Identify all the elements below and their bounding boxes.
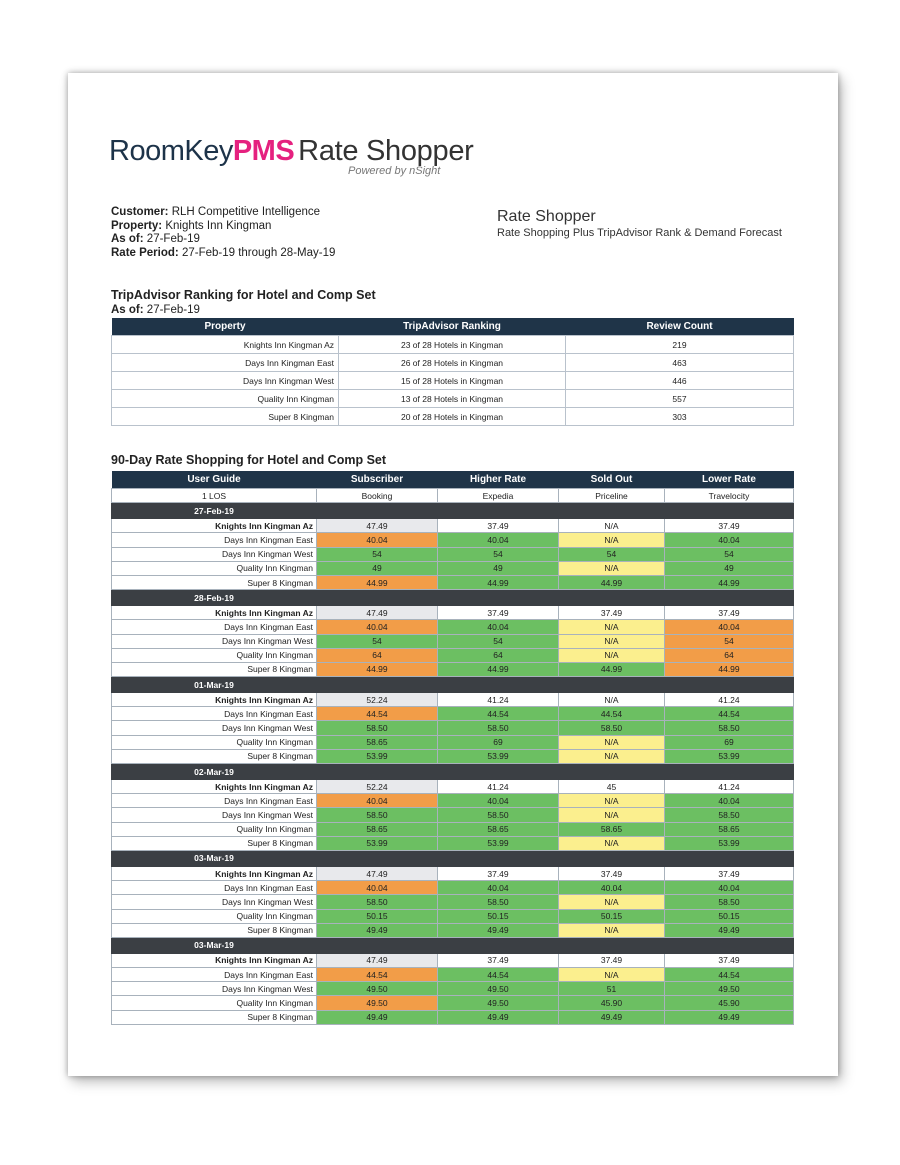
rates-col-subscriber: Subscriber (317, 471, 438, 489)
rates-col-sold-out: Sold Out (559, 471, 665, 489)
subscriber-rate-cell: 54 (317, 547, 438, 561)
sold-out-cell: N/A (559, 648, 665, 662)
rates-col-higher-rate: Higher Rate (438, 471, 559, 489)
lower-rate-cell: 50.15 (665, 909, 794, 923)
sold-out-cell: N/A (559, 634, 665, 648)
comp-hotel-row (112, 721, 794, 735)
comp-hotel-row (112, 836, 794, 850)
hotel-name-cell: Quality Inn Kingman (112, 648, 317, 662)
tripadvisor-review-count-cell: 446 (566, 372, 794, 390)
tripadvisor-row (112, 408, 794, 426)
higher-rate-cell: 49.49 (438, 1010, 559, 1024)
lower-rate-cell: 53.99 (665, 749, 794, 763)
higher-rate-cell: 40.04 (438, 620, 559, 634)
hotel-name-cell: Days Inn Kingman West (112, 895, 317, 909)
date-group-header (112, 503, 794, 519)
hotel-name-cell: Knights Inn Kingman Az (112, 519, 317, 533)
subscriber-rate-cell: 52.24 (317, 693, 438, 707)
subscriber-rate-cell: 44.54 (317, 968, 438, 982)
logo-roomkey-text: RoomKey (109, 135, 233, 167)
subscriber-rate-cell: 40.04 (317, 533, 438, 547)
lower-rate-cell: 40.04 (665, 620, 794, 634)
hotel-name-cell: Days Inn Kingman East (112, 794, 317, 808)
comp-hotel-row (112, 707, 794, 721)
sold-out-cell: 51 (559, 982, 665, 996)
tripadvisor-property-cell: Days Inn Kingman East (112, 354, 339, 372)
hotel-name-cell: Quality Inn Kingman (112, 909, 317, 923)
hotel-name-cell: Days Inn Kingman East (112, 881, 317, 895)
subscriber-rate-cell: 44.99 (317, 662, 438, 676)
subscriber-rate-cell: 40.04 (317, 620, 438, 634)
sold-out-cell: 37.49 (559, 953, 665, 967)
hotel-name-cell: Days Inn Kingman West (112, 547, 317, 561)
subscriber-rate-cell: 40.04 (317, 794, 438, 808)
hotel-name-cell: Super 8 Kingman (112, 662, 317, 676)
comp-hotel-row (112, 575, 794, 589)
sold-out-cell: 40.04 (559, 881, 665, 895)
lower-rate-cell: 53.99 (665, 836, 794, 850)
hotel-name-cell: Knights Inn Kingman Az (112, 953, 317, 967)
rates-subheader-row (112, 489, 794, 503)
asof-value: 27-Feb-19 (146, 233, 200, 245)
roomkey-logo (109, 135, 474, 169)
rates-section-title: 90-Day Rate Shopping for Hotel and Comp Set (111, 453, 387, 467)
subscriber-rate-cell: 44.54 (317, 707, 438, 721)
higher-rate-cell: 44.99 (438, 575, 559, 589)
report-heading (497, 208, 782, 239)
property-label: Property: (111, 219, 163, 232)
date-bar-cell (317, 937, 438, 953)
date-group-header (112, 764, 794, 780)
sold-out-cell: 45.90 (559, 996, 665, 1010)
subscriber-rate-cell: 58.65 (317, 735, 438, 749)
higher-rate-cell: 58.50 (438, 808, 559, 822)
hotel-name-cell: Quality Inn Kingman (112, 561, 317, 575)
sold-out-cell: 44.54 (559, 707, 665, 721)
rates-col-lower-rate: Lower Rate (665, 471, 794, 489)
comp-hotel-row (112, 808, 794, 822)
date-label: 01-Mar-19 (112, 677, 317, 693)
hotel-name-cell: Quality Inn Kingman (112, 822, 317, 836)
subscriber-rate-cell: 40.04 (317, 881, 438, 895)
date-bar-cell (665, 850, 794, 866)
tripadvisor-review-count-cell: 219 (566, 336, 794, 354)
comp-hotel-row (112, 982, 794, 996)
comp-hotel-row (112, 895, 794, 909)
subject-hotel-row (112, 866, 794, 880)
tripadvisor-asof-value: 27-Feb-19 (146, 304, 200, 316)
comp-hotel-row (112, 909, 794, 923)
hotel-name-cell: Knights Inn Kingman Az (112, 693, 317, 707)
sold-out-cell: 45 (559, 780, 665, 794)
hotel-name-cell: Knights Inn Kingman Az (112, 866, 317, 880)
comp-hotel-row (112, 547, 794, 561)
subscriber-rate-cell: 58.50 (317, 895, 438, 909)
rate-period-label: Rate Period: (111, 246, 179, 259)
higher-rate-cell: 40.04 (438, 533, 559, 547)
date-group-header (112, 677, 794, 693)
sold-out-cell: 37.49 (559, 606, 665, 620)
higher-rate-cell: 49 (438, 561, 559, 575)
date-bar-cell (438, 677, 559, 693)
date-bar-cell (665, 764, 794, 780)
date-bar-cell (559, 850, 665, 866)
subscriber-rate-cell: 58.50 (317, 808, 438, 822)
subject-hotel-row (112, 606, 794, 620)
comp-hotel-row (112, 822, 794, 836)
hotel-name-cell: Super 8 Kingman (112, 923, 317, 937)
lower-rate-cell: 64 (665, 648, 794, 662)
sold-out-cell: 58.65 (559, 822, 665, 836)
date-bar-cell (665, 503, 794, 519)
rate-period-value: 27-Feb-19 through 28-May-19 (181, 246, 336, 259)
subscriber-rate-cell: 49.50 (317, 982, 438, 996)
comp-hotel-row (112, 634, 794, 648)
date-bar-cell (317, 677, 438, 693)
higher-rate-cell: 44.54 (438, 968, 559, 982)
date-bar-cell (317, 850, 438, 866)
hotel-name-cell: Days Inn Kingman West (112, 982, 317, 996)
comp-hotel-row (112, 735, 794, 749)
rates-col-user-guide: User Guide (112, 471, 317, 489)
report-page (68, 73, 838, 1076)
sold-out-cell: N/A (559, 533, 665, 547)
subheader-travelocity: Travelocity (665, 489, 794, 503)
hotel-name-cell: Super 8 Kingman (112, 836, 317, 850)
comp-hotel-row (112, 662, 794, 676)
higher-rate-cell: 41.24 (438, 780, 559, 794)
tripadvisor-ranking-cell: 15 of 28 Hotels in Kingman (339, 372, 566, 390)
higher-rate-cell: 58.50 (438, 895, 559, 909)
date-group-header (112, 937, 794, 953)
hotel-name-cell: Knights Inn Kingman Az (112, 606, 317, 620)
rates-table (111, 471, 794, 1025)
tripadvisor-section-title: TripAdvisor Ranking for Hotel and Comp Set (111, 288, 376, 302)
subscriber-rate-cell: 54 (317, 634, 438, 648)
date-group-header (112, 590, 794, 606)
higher-rate-cell: 44.99 (438, 662, 559, 676)
date-bar-cell (317, 764, 438, 780)
higher-rate-cell: 49.50 (438, 996, 559, 1010)
tripadvisor-col-property: Property (112, 318, 339, 336)
lower-rate-cell: 44.54 (665, 707, 794, 721)
subject-hotel-row (112, 519, 794, 533)
comp-hotel-row (112, 794, 794, 808)
lower-rate-cell: 41.24 (665, 780, 794, 794)
tripadvisor-ranking-cell: 13 of 28 Hotels in Kingman (339, 390, 566, 408)
comp-hotel-row (112, 1010, 794, 1024)
tripadvisor-review-count-cell: 463 (566, 354, 794, 372)
date-label: 03-Mar-19 (112, 850, 317, 866)
comp-hotel-row (112, 561, 794, 575)
higher-rate-cell: 41.24 (438, 693, 559, 707)
tripadvisor-col-reviews: Review Count (566, 318, 794, 336)
hotel-name-cell: Quality Inn Kingman (112, 996, 317, 1010)
tripadvisor-asof-label: As of: (111, 304, 144, 316)
logo-rate-shopper-text: Rate Shopper (298, 135, 474, 167)
comp-hotel-row (112, 648, 794, 662)
lower-rate-cell: 40.04 (665, 881, 794, 895)
higher-rate-cell: 64 (438, 648, 559, 662)
subscriber-rate-cell: 47.49 (317, 953, 438, 967)
date-bar-cell (438, 850, 559, 866)
tripadvisor-review-count-cell: 557 (566, 390, 794, 408)
subscriber-rate-cell: 47.49 (317, 866, 438, 880)
tripadvisor-ranking-cell: 20 of 28 Hotels in Kingman (339, 408, 566, 426)
lower-rate-cell: 58.50 (665, 721, 794, 735)
date-bar-cell (559, 937, 665, 953)
subscriber-rate-cell: 47.49 (317, 519, 438, 533)
higher-rate-cell: 58.65 (438, 822, 559, 836)
powered-by: Powered by nSight (348, 165, 441, 177)
higher-rate-cell: 37.49 (438, 519, 559, 533)
tripadvisor-property-cell: Days Inn Kingman West (112, 372, 339, 390)
lower-rate-cell: 54 (665, 634, 794, 648)
comp-hotel-row (112, 620, 794, 634)
subscriber-rate-cell: 49 (317, 561, 438, 575)
sold-out-cell: 58.50 (559, 721, 665, 735)
customer-value: RLH Competitive Intelligence (171, 206, 321, 218)
subject-hotel-row (112, 780, 794, 794)
hotel-name-cell: Days Inn Kingman East (112, 707, 317, 721)
subject-hotel-row (112, 693, 794, 707)
sold-out-cell: 54 (559, 547, 665, 561)
tripadvisor-ranking-cell: 23 of 28 Hotels in Kingman (339, 336, 566, 354)
higher-rate-cell: 54 (438, 634, 559, 648)
higher-rate-cell: 37.49 (438, 953, 559, 967)
subscriber-rate-cell: 44.99 (317, 575, 438, 589)
subscriber-rate-cell: 49.49 (317, 1010, 438, 1024)
lower-rate-cell: 45.90 (665, 996, 794, 1010)
sold-out-cell: N/A (559, 519, 665, 533)
subscriber-rate-cell: 49.49 (317, 923, 438, 937)
subscriber-rate-cell: 53.99 (317, 836, 438, 850)
subscriber-rate-cell: 50.15 (317, 909, 438, 923)
lower-rate-cell: 37.49 (665, 606, 794, 620)
date-bar-cell (665, 590, 794, 606)
subheader-booking: Booking (317, 489, 438, 503)
tripadvisor-row (112, 354, 794, 372)
comp-hotel-row (112, 749, 794, 763)
tripadvisor-asof (111, 304, 200, 316)
tripadvisor-review-count-cell: 303 (566, 408, 794, 426)
higher-rate-cell: 53.99 (438, 836, 559, 850)
tripadvisor-ranking-cell: 26 of 28 Hotels in Kingman (339, 354, 566, 372)
date-bar-cell (438, 937, 559, 953)
subscriber-rate-cell: 49.50 (317, 996, 438, 1010)
date-label: 28-Feb-19 (112, 590, 317, 606)
comp-hotel-row (112, 881, 794, 895)
hotel-name-cell: Days Inn Kingman East (112, 620, 317, 634)
report-title: Rate Shopper (497, 208, 596, 225)
higher-rate-cell: 40.04 (438, 881, 559, 895)
date-label: 02-Mar-19 (112, 764, 317, 780)
tripadvisor-property-cell: Super 8 Kingman (112, 408, 339, 426)
higher-rate-cell: 58.50 (438, 721, 559, 735)
subscriber-rate-cell: 58.65 (317, 822, 438, 836)
lower-rate-cell: 54 (665, 547, 794, 561)
date-bar-cell (317, 503, 438, 519)
lower-rate-cell: 49.49 (665, 1010, 794, 1024)
higher-rate-cell: 49.50 (438, 982, 559, 996)
customer-label: Customer: (111, 206, 169, 218)
date-bar-cell (559, 503, 665, 519)
hotel-name-cell: Knights Inn Kingman Az (112, 780, 317, 794)
lower-rate-cell: 44.54 (665, 968, 794, 982)
sold-out-cell: N/A (559, 693, 665, 707)
date-bar-cell (665, 937, 794, 953)
lower-rate-cell: 40.04 (665, 533, 794, 547)
lower-rate-cell: 41.24 (665, 693, 794, 707)
tripadvisor-header-row (112, 318, 794, 336)
sold-out-cell: N/A (559, 794, 665, 808)
tripadvisor-row (112, 390, 794, 408)
sold-out-cell: N/A (559, 836, 665, 850)
date-bar-cell (438, 503, 559, 519)
comp-hotel-row (112, 533, 794, 547)
subscriber-rate-cell: 52.24 (317, 780, 438, 794)
lower-rate-cell: 49 (665, 561, 794, 575)
lower-rate-cell: 40.04 (665, 794, 794, 808)
subscriber-rate-cell: 53.99 (317, 749, 438, 763)
subheader-expedia: Expedia (438, 489, 559, 503)
date-label: 03-Mar-19 (112, 937, 317, 953)
subject-hotel-row (112, 953, 794, 967)
sold-out-cell: N/A (559, 561, 665, 575)
rates-header-row (112, 471, 794, 489)
date-bar-cell (559, 677, 665, 693)
comp-hotel-row (112, 923, 794, 937)
higher-rate-cell: 49.49 (438, 923, 559, 937)
sold-out-cell: 49.49 (559, 1010, 665, 1024)
subheader-priceline: Priceline (559, 489, 665, 503)
comp-hotel-row (112, 996, 794, 1010)
sold-out-cell: N/A (559, 735, 665, 749)
tripadvisor-table (111, 318, 794, 426)
lower-rate-cell: 58.50 (665, 895, 794, 909)
report-subtitle: Rate Shopping Plus TripAdvisor Rank & Demand Forecast (497, 227, 782, 239)
hotel-name-cell: Days Inn Kingman West (112, 634, 317, 648)
hotel-name-cell: Days Inn Kingman East (112, 533, 317, 547)
lower-rate-cell: 44.99 (665, 662, 794, 676)
higher-rate-cell: 37.49 (438, 606, 559, 620)
sold-out-cell: N/A (559, 749, 665, 763)
date-bar-cell (438, 764, 559, 780)
lower-rate-cell: 44.99 (665, 575, 794, 589)
higher-rate-cell: 50.15 (438, 909, 559, 923)
date-group-header (112, 850, 794, 866)
lower-rate-cell: 37.49 (665, 519, 794, 533)
higher-rate-cell: 44.54 (438, 707, 559, 721)
hotel-name-cell: Quality Inn Kingman (112, 735, 317, 749)
lower-rate-cell: 49.50 (665, 982, 794, 996)
sold-out-cell: N/A (559, 968, 665, 982)
sold-out-cell: N/A (559, 923, 665, 937)
lower-rate-cell: 37.49 (665, 866, 794, 880)
higher-rate-cell: 40.04 (438, 794, 559, 808)
date-bar-cell (317, 590, 438, 606)
tripadvisor-property-cell: Quality Inn Kingman (112, 390, 339, 408)
date-bar-cell (559, 590, 665, 606)
date-label: 27-Feb-19 (112, 503, 317, 519)
property-value: Knights Inn Kingman (165, 219, 272, 232)
hotel-name-cell: Days Inn Kingman East (112, 968, 317, 982)
sold-out-cell: 37.49 (559, 866, 665, 880)
hotel-name-cell: Days Inn Kingman West (112, 808, 317, 822)
higher-rate-cell: 69 (438, 735, 559, 749)
lower-rate-cell: 58.50 (665, 808, 794, 822)
lower-rate-cell: 49.49 (665, 923, 794, 937)
comp-hotel-row (112, 968, 794, 982)
subscriber-rate-cell: 47.49 (317, 606, 438, 620)
date-bar-cell (438, 590, 559, 606)
tripadvisor-col-ranking: TripAdvisor Ranking (339, 318, 566, 336)
sold-out-cell: N/A (559, 620, 665, 634)
sold-out-cell: 44.99 (559, 662, 665, 676)
higher-rate-cell: 53.99 (438, 749, 559, 763)
date-bar-cell (559, 764, 665, 780)
higher-rate-cell: 54 (438, 547, 559, 561)
lower-rate-cell: 58.65 (665, 822, 794, 836)
hotel-name-cell: Super 8 Kingman (112, 1010, 317, 1024)
lower-rate-cell: 69 (665, 735, 794, 749)
hotel-name-cell: Days Inn Kingman West (112, 721, 317, 735)
logo-pms-text: PMS (232, 135, 295, 167)
subscriber-rate-cell: 64 (317, 648, 438, 662)
tripadvisor-property-cell: Knights Inn Kingman Az (112, 336, 339, 354)
tripadvisor-row (112, 336, 794, 354)
sold-out-cell: 44.99 (559, 575, 665, 589)
asof-label: As of: (111, 233, 144, 245)
tripadvisor-row (112, 372, 794, 390)
sold-out-cell: 50.15 (559, 909, 665, 923)
sold-out-cell: N/A (559, 808, 665, 822)
sold-out-cell: N/A (559, 895, 665, 909)
hotel-name-cell: Super 8 Kingman (112, 749, 317, 763)
subheader-los: 1 LOS (112, 489, 317, 503)
report-meta (111, 206, 335, 260)
lower-rate-cell: 37.49 (665, 953, 794, 967)
hotel-name-cell: Super 8 Kingman (112, 575, 317, 589)
subscriber-rate-cell: 58.50 (317, 721, 438, 735)
higher-rate-cell: 37.49 (438, 866, 559, 880)
date-bar-cell (665, 677, 794, 693)
